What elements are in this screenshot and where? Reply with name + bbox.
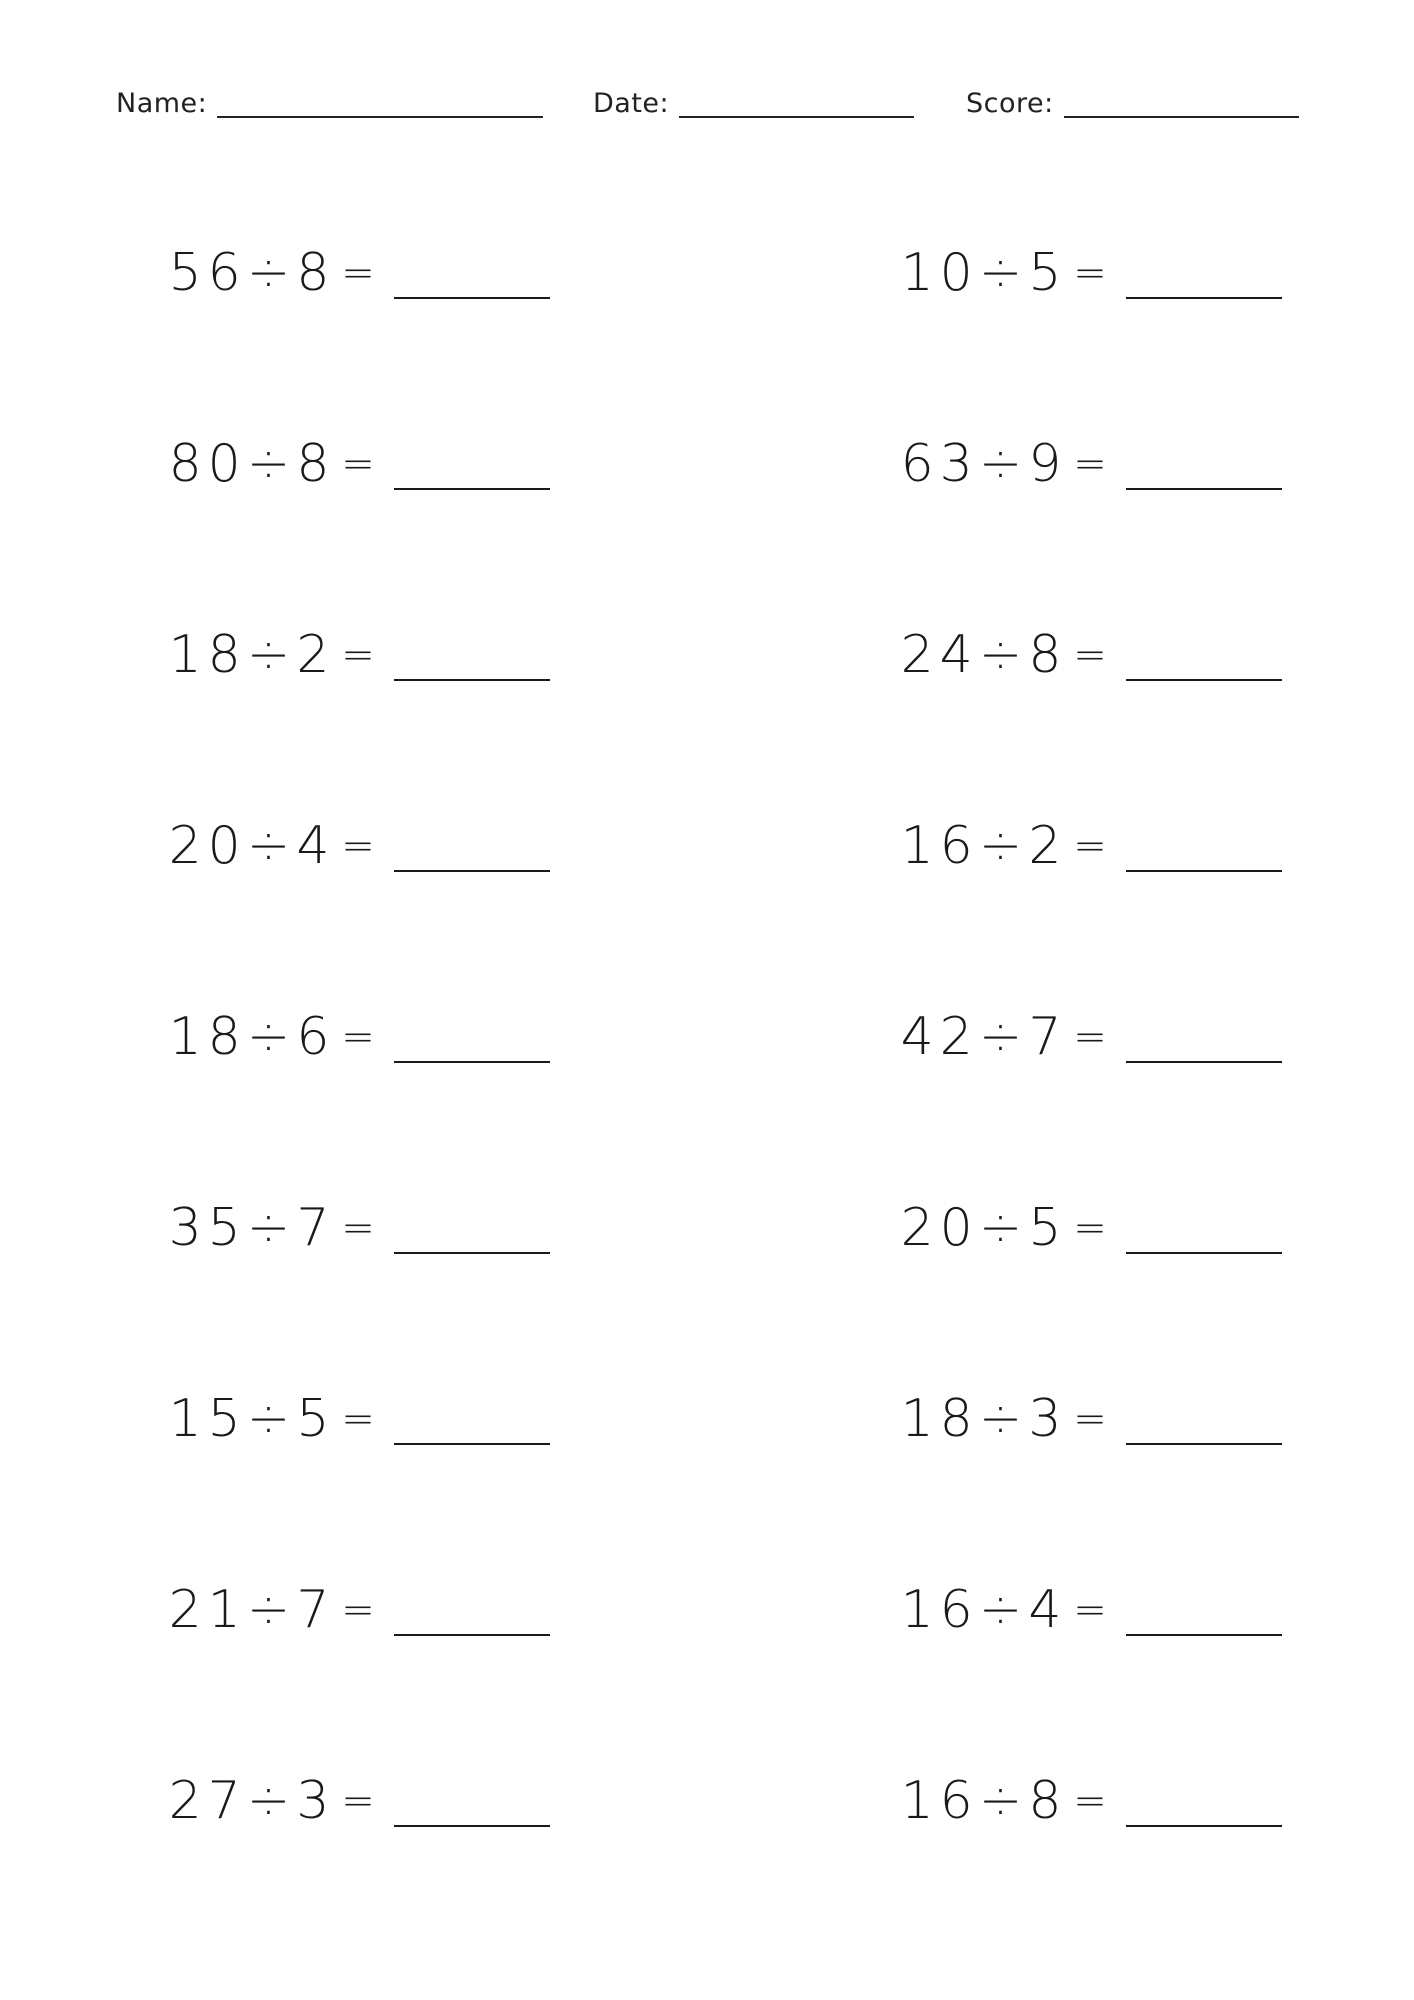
score-label: Score: [966, 88, 1054, 119]
problem-right-3 [880, 615, 1350, 695]
equals-sign: = [341, 1205, 375, 1251]
problem-expression: 18÷6 [168, 1007, 336, 1067]
answer-blank[interactable] [1126, 679, 1282, 681]
problem-left-4 [148, 806, 618, 886]
equals-sign: = [1073, 1396, 1107, 1442]
problem-expression: 18÷2 [168, 625, 336, 685]
answer-blank[interactable] [394, 1061, 550, 1063]
date-label: Date: [593, 88, 670, 119]
problem-expression: 20÷4 [168, 816, 336, 876]
answer-blank[interactable] [1126, 1443, 1282, 1445]
problem-expression: 18÷3 [900, 1389, 1068, 1449]
name-label: Name: [116, 88, 208, 119]
equals-sign: = [341, 250, 375, 296]
problem-left-2 [148, 424, 618, 504]
problem-expression: 42÷7 [900, 1007, 1068, 1067]
problem-expression: 80÷8 [168, 434, 336, 494]
problem-left-8 [148, 1570, 618, 1650]
problem-expression: 35÷7 [168, 1198, 336, 1258]
equals-sign: = [1073, 441, 1107, 487]
problem-right-8 [880, 1570, 1350, 1650]
answer-blank[interactable] [1126, 1061, 1282, 1063]
problem-expression: 16÷4 [900, 1580, 1068, 1640]
equals-sign: = [1073, 1587, 1107, 1633]
answer-blank[interactable] [394, 1443, 550, 1445]
answer-blank[interactable] [1126, 488, 1282, 490]
equals-sign: = [341, 823, 375, 869]
equals-sign: = [341, 1778, 375, 1824]
equals-sign: = [1073, 1014, 1107, 1060]
equals-sign: = [341, 441, 375, 487]
answer-blank[interactable] [1126, 297, 1282, 299]
answer-blank[interactable] [394, 679, 550, 681]
problem-left-9 [148, 1761, 618, 1841]
score-blank[interactable] [1064, 116, 1299, 118]
problem-expression: 27÷3 [168, 1771, 336, 1831]
answer-blank[interactable] [394, 1252, 550, 1254]
answer-blank[interactable] [394, 870, 550, 872]
answer-blank[interactable] [1126, 870, 1282, 872]
problem-left-5 [148, 997, 618, 1077]
answer-blank[interactable] [1126, 1634, 1282, 1636]
problem-left-7 [148, 1379, 618, 1459]
date-field [593, 86, 914, 122]
name-field [116, 86, 543, 122]
equals-sign: = [1073, 823, 1107, 869]
problem-expression: 10÷5 [900, 243, 1068, 303]
problem-expression: 15÷5 [168, 1389, 336, 1449]
problem-expression: 21÷7 [168, 1580, 336, 1640]
problem-right-1 [880, 233, 1350, 313]
problem-expression: 24÷8 [900, 625, 1068, 685]
answer-blank[interactable] [1126, 1825, 1282, 1827]
answer-blank[interactable] [394, 1634, 550, 1636]
problem-right-6 [880, 1188, 1350, 1268]
equals-sign: = [1073, 1778, 1107, 1824]
problem-right-4 [880, 806, 1350, 886]
answer-blank[interactable] [1126, 1252, 1282, 1254]
equals-sign: = [341, 1587, 375, 1633]
equals-sign: = [341, 632, 375, 678]
problem-left-1 [148, 233, 618, 313]
problem-expression: 16÷2 [900, 816, 1068, 876]
date-blank[interactable] [679, 116, 914, 118]
equals-sign: = [341, 1396, 375, 1442]
problem-left-3 [148, 615, 618, 695]
equals-sign: = [1073, 632, 1107, 678]
equals-sign: = [1073, 250, 1107, 296]
answer-blank[interactable] [394, 297, 550, 299]
problem-expression: 16÷8 [900, 1771, 1068, 1831]
problem-expression: 56÷8 [168, 243, 336, 303]
problem-right-2 [880, 424, 1350, 504]
problem-right-7 [880, 1379, 1350, 1459]
equals-sign: = [341, 1014, 375, 1060]
problem-left-6 [148, 1188, 618, 1268]
problem-expression: 63÷9 [900, 434, 1068, 494]
problem-right-9 [880, 1761, 1350, 1841]
problem-right-5 [880, 997, 1350, 1077]
answer-blank[interactable] [394, 1825, 550, 1827]
name-blank[interactable] [217, 116, 543, 118]
problem-expression: 20÷5 [900, 1198, 1068, 1258]
equals-sign: = [1073, 1205, 1107, 1251]
answer-blank[interactable] [394, 488, 550, 490]
score-field [966, 86, 1299, 122]
